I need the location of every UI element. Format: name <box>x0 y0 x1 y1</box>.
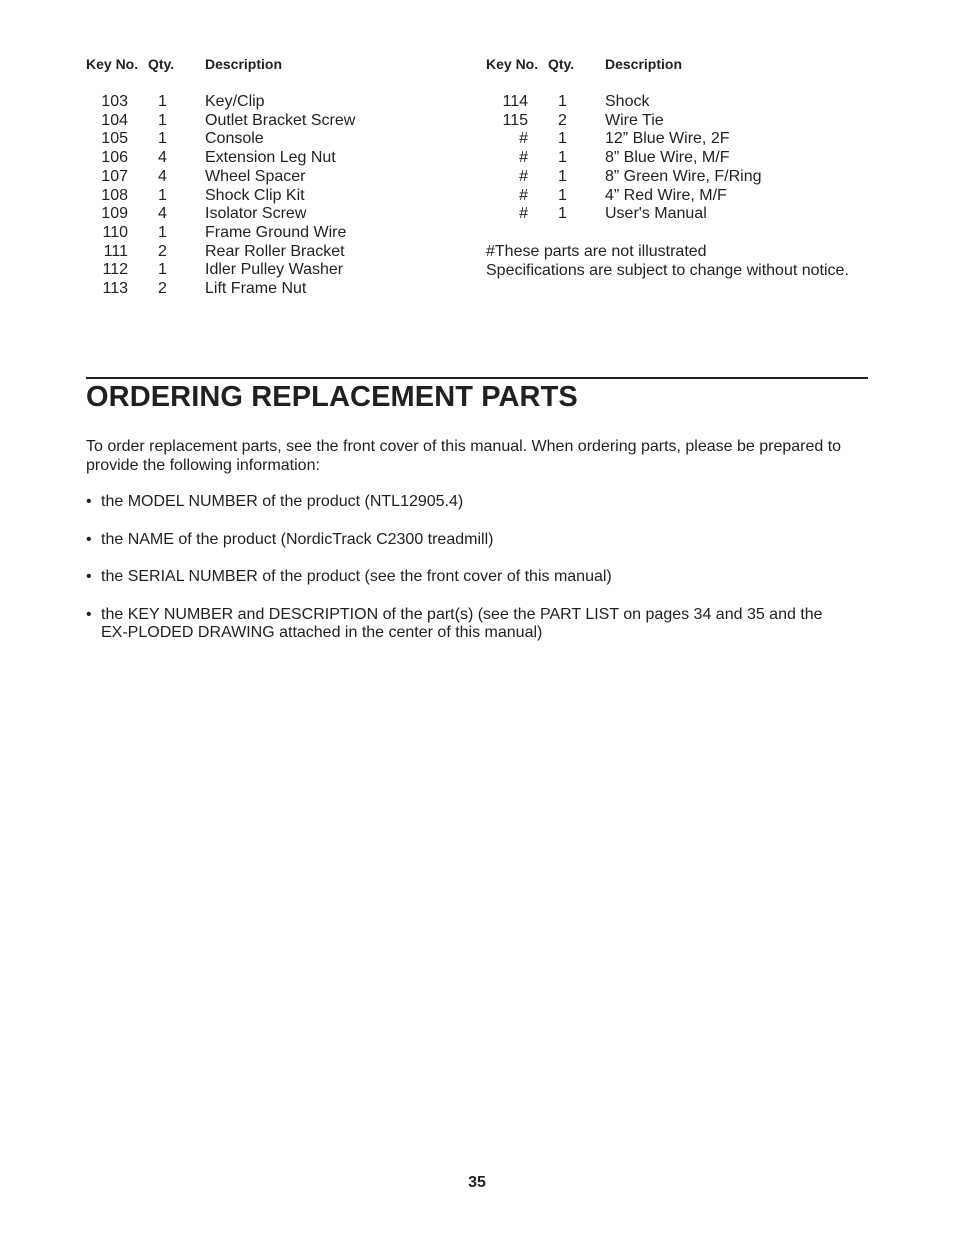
table-row <box>486 130 761 149</box>
table-row <box>486 187 761 206</box>
list-item <box>86 493 846 512</box>
qty: 1 <box>558 149 567 167</box>
description: Extension Leg Nut <box>205 149 336 167</box>
description: Outlet Bracket Screw <box>205 111 356 129</box>
description: Wire Tie <box>605 111 664 129</box>
qty: 1 <box>158 111 167 129</box>
description: Frame Ground Wire <box>205 223 347 241</box>
description: Shock Clip Kit <box>205 186 305 204</box>
key-no-header: Key No. <box>486 56 539 72</box>
intro-paragraph: To order replacement parts, see the front cover of this manual. When ordering parts, please be prepared to provide the following information: <box>86 438 842 474</box>
description: User's Manual <box>605 205 707 223</box>
key-no: 111 <box>103 242 128 260</box>
parts-table-right <box>486 54 761 224</box>
qty: 4 <box>158 149 167 167</box>
key-no: 115 <box>502 111 528 129</box>
qty: 1 <box>558 167 567 185</box>
parts-table-left <box>86 54 355 299</box>
description: Console <box>205 130 264 148</box>
key-no: 107 <box>101 167 128 185</box>
table-row <box>86 130 355 149</box>
list-item <box>86 531 846 550</box>
description: Wheel Spacer <box>205 167 306 185</box>
description: 12” Blue Wire, 2F <box>605 130 730 148</box>
table-row <box>86 280 355 299</box>
qty: 1 <box>158 93 167 110</box>
qty: 1 <box>558 130 567 148</box>
key-no: 105 <box>101 130 128 148</box>
table-row <box>86 261 355 280</box>
qty: 1 <box>158 261 167 279</box>
list-item-text: the SERIAL NUMBER of the product (see the front cover of this manual) <box>101 568 612 585</box>
qty: 1 <box>558 205 567 223</box>
bullet-icon: • <box>86 530 92 548</box>
specifications-note: Specifications are subject to change without notice. <box>486 262 849 279</box>
qty: 1 <box>158 130 167 148</box>
section-title: ORDERING REPLACEMENT PARTS <box>86 381 578 413</box>
table-row <box>486 168 761 187</box>
required-info-list <box>86 493 846 662</box>
bullet-icon: • <box>86 493 92 510</box>
description-header: Description <box>605 56 683 72</box>
list-item <box>86 606 846 643</box>
page-number: 35 <box>468 1174 486 1191</box>
key-no: 106 <box>101 149 128 167</box>
list-item <box>86 568 846 587</box>
key-no: 104 <box>101 111 128 129</box>
qty: 2 <box>558 111 567 129</box>
qty-header: Qty. <box>548 56 575 72</box>
description: Idler Pulley Washer <box>205 261 344 279</box>
parts-notes <box>486 242 849 280</box>
description: Isolator Screw <box>205 205 307 223</box>
description: 8” Blue Wire, M/F <box>605 149 730 167</box>
table-header-row <box>486 54 761 74</box>
key-no: 109 <box>101 205 128 223</box>
description: 8” Green Wire, F/Ring <box>605 167 762 185</box>
bullet-icon: • <box>86 568 92 585</box>
description: 4” Red Wire, M/F <box>605 186 727 204</box>
description: Rear Roller Bracket <box>205 242 345 260</box>
description: Key/Clip <box>205 93 265 110</box>
table-row <box>486 112 761 131</box>
qty: 4 <box>158 167 167 185</box>
key-no: 113 <box>102 280 128 298</box>
key-no: # <box>519 205 528 223</box>
list-item-text: the MODEL NUMBER of the product (NTL12905.4) <box>101 493 464 510</box>
key-no: 108 <box>101 186 128 204</box>
qty: 1 <box>558 186 567 204</box>
qty: 2 <box>158 280 167 298</box>
description: Lift Frame Nut <box>205 280 307 298</box>
list-item-text: the KEY NUMBER and DESCRIPTION of the part(s) (see the PART LIST on pages 34 and 35 and the EX-PLODED DRAWING attached in the center of this manual) <box>101 605 823 641</box>
key-no: # <box>519 130 528 148</box>
key-no-header: Key No. <box>86 56 139 72</box>
section-divider <box>86 377 868 379</box>
key-no: 103 <box>101 93 128 110</box>
table-row <box>486 205 761 224</box>
qty: 1 <box>158 223 167 241</box>
table-row <box>86 243 355 262</box>
table-row <box>86 205 355 224</box>
qty-header: Qty. <box>148 56 175 72</box>
bullet-icon: • <box>86 605 92 623</box>
table-row <box>86 187 355 206</box>
key-no: 112 <box>102 261 128 279</box>
description-header: Description <box>205 56 283 72</box>
table-row <box>86 168 355 187</box>
key-no: 110 <box>102 223 128 241</box>
table-header-row <box>86 54 355 74</box>
description: Shock <box>605 93 650 110</box>
qty: 1 <box>158 186 167 204</box>
table-row <box>86 93 355 112</box>
table-row <box>86 149 355 168</box>
list-item-text: the NAME of the product (NordicTrack C2300 treadmill) <box>101 530 494 548</box>
table-row <box>486 149 761 168</box>
key-no: 114 <box>502 93 528 110</box>
table-row <box>86 112 355 131</box>
key-no: # <box>519 186 528 204</box>
table-row <box>486 93 761 112</box>
qty: 2 <box>158 242 167 260</box>
qty: 4 <box>158 205 167 223</box>
not-illustrated-note: #These parts are not illustrated <box>486 243 707 260</box>
key-no: # <box>519 167 528 185</box>
key-no: # <box>519 149 528 167</box>
qty: 1 <box>558 93 567 110</box>
table-row <box>86 224 355 243</box>
